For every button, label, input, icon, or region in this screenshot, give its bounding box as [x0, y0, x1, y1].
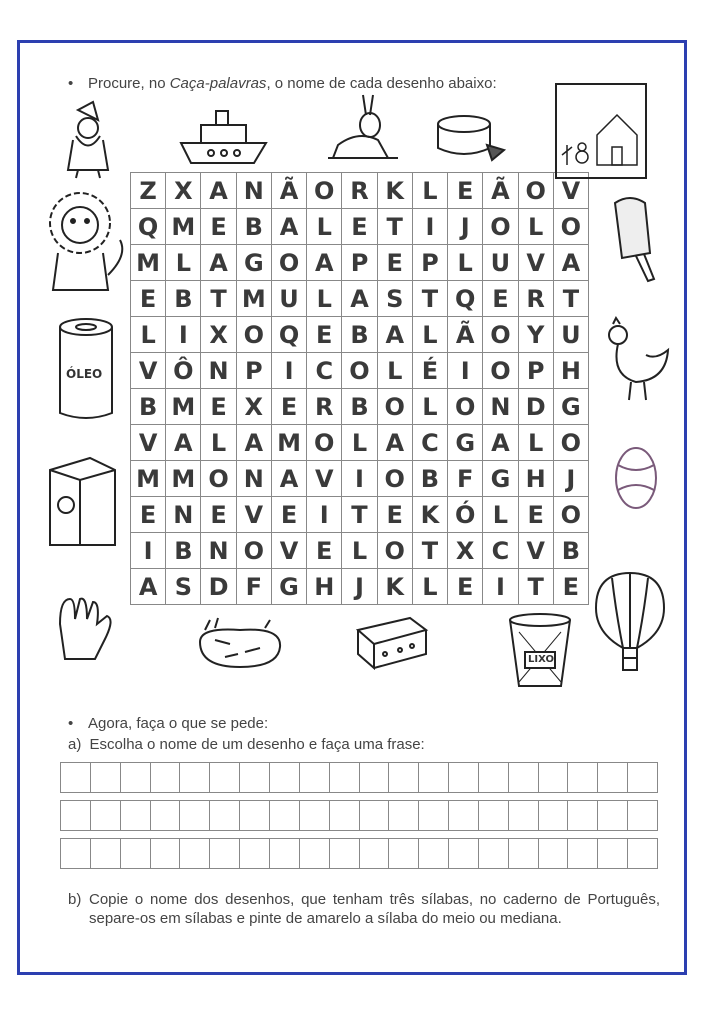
grid-cell[interactable]: N	[237, 461, 272, 497]
grid-cell[interactable]: I	[272, 353, 307, 389]
grid-cell[interactable]: H	[307, 569, 342, 605]
writing-box[interactable]	[300, 801, 330, 831]
writing-box[interactable]	[539, 801, 569, 831]
writing-box[interactable]	[61, 801, 91, 831]
grid-cell[interactable]: R	[519, 281, 554, 317]
grid-cell[interactable]: Y	[519, 317, 554, 353]
grid-cell[interactable]: O	[378, 461, 413, 497]
writing-box[interactable]	[91, 801, 121, 831]
writing-row[interactable]	[60, 762, 658, 793]
writing-box[interactable]	[210, 839, 240, 869]
grid-cell[interactable]: O	[307, 425, 342, 461]
grid-cell[interactable]: O	[201, 461, 236, 497]
grid-cell[interactable]: E	[554, 569, 589, 605]
grid-cell[interactable]: E	[448, 569, 483, 605]
instruction-emphasis: Caça-palavras	[169, 75, 267, 92]
grid-cell[interactable]: T	[554, 281, 589, 317]
item-b-text: Copie o nome dos desenhos, que tenham três sílabas, no caderno de Português, separe-os em sílabas e pinte de amarelo a sílaba do meio ou mediana.	[89, 891, 660, 927]
grid-cell[interactable]: O	[378, 389, 413, 425]
grid-cell[interactable]: A	[378, 317, 413, 353]
writing-box[interactable]	[61, 763, 91, 793]
grid-cell[interactable]: E	[307, 317, 342, 353]
grid-cell[interactable]: O	[483, 317, 518, 353]
writing-box[interactable]	[568, 801, 598, 831]
grid-cell[interactable]: O	[307, 173, 342, 209]
writing-box[interactable]	[91, 763, 121, 793]
grid-cell[interactable]: J	[554, 461, 589, 497]
grid-cell[interactable]: P	[413, 245, 448, 281]
grid-cell[interactable]: L	[307, 209, 342, 245]
snow-house-picture	[555, 83, 647, 179]
grid-cell[interactable]: L	[166, 245, 201, 281]
grid-cell[interactable]: E	[378, 497, 413, 533]
grid-cell[interactable]: T	[413, 533, 448, 569]
popsicle-picture	[600, 193, 668, 285]
word-search-grid	[130, 172, 589, 605]
grid-cell[interactable]: O	[519, 173, 554, 209]
writing-box[interactable]	[180, 839, 210, 869]
grid-cell[interactable]: H	[554, 353, 589, 389]
grid-cell[interactable]: Q	[448, 281, 483, 317]
grid-cell[interactable]: V	[131, 425, 166, 461]
grid-cell[interactable]: O	[378, 533, 413, 569]
grid-cell[interactable]: X	[166, 173, 201, 209]
grid-cell[interactable]: M	[131, 461, 166, 497]
writing-box[interactable]	[91, 839, 121, 869]
grid-cell[interactable]: E	[342, 209, 377, 245]
writing-box[interactable]	[539, 763, 569, 793]
grid-cell[interactable]: I	[342, 461, 377, 497]
grid-cell[interactable]: K	[378, 173, 413, 209]
grid-cell[interactable]: E	[519, 497, 554, 533]
grid-cell[interactable]: R	[307, 389, 342, 425]
cake-picture	[432, 110, 510, 165]
writing-box[interactable]	[210, 763, 240, 793]
writing-box[interactable]	[389, 801, 419, 831]
grid-cell[interactable]: E	[201, 497, 236, 533]
writing-box[interactable]	[628, 763, 658, 793]
grid-cell[interactable]: R	[342, 173, 377, 209]
grid-cell[interactable]: L	[413, 317, 448, 353]
grid-cell[interactable]: T	[342, 497, 377, 533]
grid-cell[interactable]: A	[166, 425, 201, 461]
grid-cell[interactable]: A	[272, 461, 307, 497]
writing-box[interactable]	[539, 839, 569, 869]
grid-cell[interactable]: B	[342, 389, 377, 425]
grid-cell[interactable]: T	[201, 281, 236, 317]
grid-cell[interactable]: Ã	[448, 317, 483, 353]
writing-box[interactable]	[628, 839, 658, 869]
writing-row[interactable]	[60, 800, 658, 831]
writing-box[interactable]	[240, 763, 270, 793]
instruction-agora: • Agora, faça o que se pede:	[88, 715, 268, 732]
writing-box[interactable]	[151, 763, 181, 793]
grid-cell[interactable]: G	[237, 245, 272, 281]
oil-can-label: ÓLEO	[66, 367, 103, 381]
trash-can-picture	[505, 612, 575, 690]
grid-cell[interactable]: N	[483, 389, 518, 425]
trash-can-label: LIXO	[528, 654, 554, 665]
grid-cell[interactable]: M	[166, 389, 201, 425]
grid-cell[interactable]: T	[519, 569, 554, 605]
grid-cell[interactable]: M	[272, 425, 307, 461]
grid-cell[interactable]: L	[519, 209, 554, 245]
grid-cell[interactable]: U	[483, 245, 518, 281]
instruction-find	[88, 75, 497, 92]
writing-box[interactable]	[568, 763, 598, 793]
grid-cell[interactable]: É	[413, 353, 448, 389]
grid-cell[interactable]: C	[413, 425, 448, 461]
item-a-text: Escolha o nome de um desenho e faça uma frase:	[89, 736, 425, 753]
grid-cell[interactable]: O	[554, 209, 589, 245]
item-a	[68, 736, 425, 753]
writing-row[interactable]	[60, 838, 658, 869]
grid-cell[interactable]: L	[201, 425, 236, 461]
writing-box[interactable]	[509, 839, 539, 869]
grid-cell[interactable]: U	[554, 317, 589, 353]
grid-cell[interactable]: X	[201, 317, 236, 353]
grid-cell[interactable]: E	[131, 281, 166, 317]
writing-box[interactable]	[270, 839, 300, 869]
grid-cell[interactable]: E	[201, 209, 236, 245]
grid-cell[interactable]: V	[272, 533, 307, 569]
oil-can-picture	[52, 315, 120, 425]
grid-cell[interactable]: G	[554, 389, 589, 425]
grid-cell[interactable]: A	[378, 425, 413, 461]
grid-cell[interactable]: V	[519, 533, 554, 569]
writing-box[interactable]	[240, 801, 270, 831]
writing-box[interactable]	[151, 839, 181, 869]
grid-cell[interactable]: V	[307, 461, 342, 497]
grid-cell[interactable]: X	[237, 389, 272, 425]
grid-cell[interactable]: Q	[131, 209, 166, 245]
writing-box[interactable]	[61, 839, 91, 869]
grid-cell[interactable]: E	[483, 281, 518, 317]
writing-box[interactable]	[628, 801, 658, 831]
milk-carton-picture	[40, 450, 122, 550]
writing-box[interactable]	[449, 763, 479, 793]
writing-box[interactable]	[449, 839, 479, 869]
grid-cell[interactable]: X	[448, 533, 483, 569]
writing-box[interactable]	[419, 763, 449, 793]
grid-cell[interactable]: O	[554, 425, 589, 461]
donkey-picture	[318, 90, 408, 165]
grid-cell[interactable]: L	[131, 317, 166, 353]
lake-picture	[190, 612, 288, 677]
writing-box[interactable]	[419, 801, 449, 831]
grid-cell[interactable]: J	[342, 569, 377, 605]
grid-cell[interactable]: M	[166, 461, 201, 497]
grid-cell[interactable]: P	[342, 245, 377, 281]
writing-box[interactable]	[479, 839, 509, 869]
writing-box[interactable]	[300, 763, 330, 793]
writing-box[interactable]	[598, 801, 628, 831]
instruction-text: Procure, no	[88, 75, 170, 92]
grid-cell[interactable]: L	[307, 281, 342, 317]
grid-cell[interactable]: D	[519, 389, 554, 425]
grid-cell[interactable]: G	[448, 425, 483, 461]
writing-box[interactable]	[479, 801, 509, 831]
writing-box[interactable]	[300, 839, 330, 869]
grid-cell[interactable]: P	[519, 353, 554, 389]
grid-cell[interactable]: L	[413, 173, 448, 209]
writing-box[interactable]	[330, 801, 360, 831]
instruction-text: , o nome de cada desenho abaixo:	[266, 75, 497, 92]
grid-cell[interactable]: E	[307, 533, 342, 569]
grid-cell[interactable]: I	[413, 209, 448, 245]
grid-cell[interactable]: E	[131, 497, 166, 533]
grid-cell[interactable]: B	[166, 533, 201, 569]
grid-cell[interactable]: B	[413, 461, 448, 497]
grid-cell[interactable]: L	[448, 245, 483, 281]
grid-cell[interactable]: E	[201, 389, 236, 425]
grid-cell[interactable]: U	[272, 281, 307, 317]
grid-cell[interactable]: N	[166, 497, 201, 533]
grid-cell[interactable]: A	[554, 245, 589, 281]
grid-cell[interactable]: A	[131, 569, 166, 605]
writing-box[interactable]	[360, 839, 390, 869]
grid-cell[interactable]: S	[166, 569, 201, 605]
item-b-label: b)	[68, 891, 82, 908]
grid-cell[interactable]: G	[272, 569, 307, 605]
yarn-ball-picture	[612, 440, 660, 515]
grid-cell[interactable]: C	[483, 533, 518, 569]
writing-box[interactable]	[330, 763, 360, 793]
grid-cell[interactable]: Ó	[448, 497, 483, 533]
dwarf-picture	[48, 100, 128, 180]
lion-picture	[38, 185, 130, 295]
writing-box[interactable]	[568, 839, 598, 869]
writing-box[interactable]	[240, 839, 270, 869]
writing-box[interactable]	[479, 763, 509, 793]
grid-cell[interactable]: B	[237, 209, 272, 245]
grid-cell[interactable]: O	[237, 533, 272, 569]
grid-cell[interactable]: M	[166, 209, 201, 245]
grid-cell[interactable]: N	[201, 353, 236, 389]
ship-picture	[176, 103, 271, 168]
grid-cell[interactable]: E	[272, 389, 307, 425]
writing-box[interactable]	[121, 763, 151, 793]
grid-cell[interactable]: I	[166, 317, 201, 353]
grid-cell[interactable]: A	[483, 425, 518, 461]
writing-box[interactable]	[270, 763, 300, 793]
grid-cell[interactable]: A	[201, 173, 236, 209]
grid-cell[interactable]: M	[237, 281, 272, 317]
grid-cell[interactable]: E	[378, 245, 413, 281]
grid-cell[interactable]: L	[342, 533, 377, 569]
writing-box[interactable]	[360, 801, 390, 831]
grid-cell[interactable]: I	[483, 569, 518, 605]
grid-cell[interactable]: J	[448, 209, 483, 245]
grid-cell[interactable]: A	[307, 245, 342, 281]
grid-cell[interactable]: L	[413, 389, 448, 425]
grid-cell[interactable]: B	[166, 281, 201, 317]
writing-box[interactable]	[598, 763, 628, 793]
writing-box[interactable]	[389, 839, 419, 869]
grid-cell[interactable]: O	[448, 389, 483, 425]
grid-cell[interactable]: C	[307, 353, 342, 389]
rooster-picture	[596, 310, 674, 405]
writing-box[interactable]	[151, 801, 181, 831]
grid-cell[interactable]: A	[272, 209, 307, 245]
grid-cell[interactable]: O	[554, 497, 589, 533]
writing-box[interactable]	[509, 801, 539, 831]
writing-box[interactable]	[270, 801, 300, 831]
grid-cell[interactable]: A	[237, 425, 272, 461]
grid-cell[interactable]: V	[131, 353, 166, 389]
grid-cell[interactable]: E	[272, 497, 307, 533]
grid-cell[interactable]: L	[413, 569, 448, 605]
grid-cell[interactable]: Ô	[166, 353, 201, 389]
grid-cell[interactable]: L	[519, 425, 554, 461]
grid-cell[interactable]: T	[413, 281, 448, 317]
grid-cell[interactable]: N	[237, 173, 272, 209]
grid-cell[interactable]: A	[342, 281, 377, 317]
balloon-picture	[592, 568, 668, 678]
sponge-picture	[350, 610, 432, 670]
grid-cell[interactable]: Ã	[272, 173, 307, 209]
writing-box[interactable]	[389, 763, 419, 793]
writing-box[interactable]	[121, 839, 151, 869]
grid-cell[interactable]: O	[483, 353, 518, 389]
grid-cell[interactable]: B	[131, 389, 166, 425]
grid-cell[interactable]: E	[448, 173, 483, 209]
grid-cell[interactable]: S	[378, 281, 413, 317]
item-a-label: a)	[68, 736, 82, 753]
writing-box[interactable]	[180, 801, 210, 831]
grid-cell[interactable]: V	[554, 173, 589, 209]
grid-cell[interactable]: A	[201, 245, 236, 281]
grid-cell[interactable]: P	[237, 353, 272, 389]
grid-cell[interactable]: O	[483, 209, 518, 245]
grid-cell[interactable]: K	[413, 497, 448, 533]
writing-box[interactable]	[509, 763, 539, 793]
grid-cell[interactable]: L	[342, 425, 377, 461]
grid-cell[interactable]: Ã	[483, 173, 518, 209]
grid-cell[interactable]: B	[554, 533, 589, 569]
grid-cell[interactable]: N	[201, 533, 236, 569]
grid-cell[interactable]: B	[342, 317, 377, 353]
grid-cell[interactable]: O	[272, 245, 307, 281]
item-b	[68, 890, 660, 928]
grid-cell[interactable]: I	[448, 353, 483, 389]
grid-cell[interactable]: I	[307, 497, 342, 533]
grid-cell[interactable]: F	[237, 569, 272, 605]
grid-cell[interactable]: V	[519, 245, 554, 281]
writing-box[interactable]	[419, 839, 449, 869]
writing-box[interactable]	[360, 763, 390, 793]
grid-cell[interactable]: O	[237, 317, 272, 353]
grid-cell[interactable]: Q	[272, 317, 307, 353]
grid-cell[interactable]: H	[519, 461, 554, 497]
grid-cell[interactable]: G	[483, 461, 518, 497]
grid-cell[interactable]: L	[483, 497, 518, 533]
writing-box[interactable]	[210, 801, 240, 831]
glove-picture	[45, 594, 117, 664]
grid-cell[interactable]: I	[131, 533, 166, 569]
grid-cell[interactable]: Z	[131, 173, 166, 209]
grid-cell[interactable]: M	[131, 245, 166, 281]
grid-cell[interactable]: F	[448, 461, 483, 497]
writing-box[interactable]	[121, 801, 151, 831]
grid-cell[interactable]: T	[378, 209, 413, 245]
writing-box[interactable]	[598, 839, 628, 869]
grid-cell[interactable]: V	[237, 497, 272, 533]
grid-cell[interactable]: L	[378, 353, 413, 389]
grid-cell[interactable]: O	[342, 353, 377, 389]
grid-cell[interactable]: D	[201, 569, 236, 605]
writing-box[interactable]	[330, 839, 360, 869]
writing-box[interactable]	[180, 763, 210, 793]
writing-box[interactable]	[449, 801, 479, 831]
grid-cell[interactable]: K	[378, 569, 413, 605]
